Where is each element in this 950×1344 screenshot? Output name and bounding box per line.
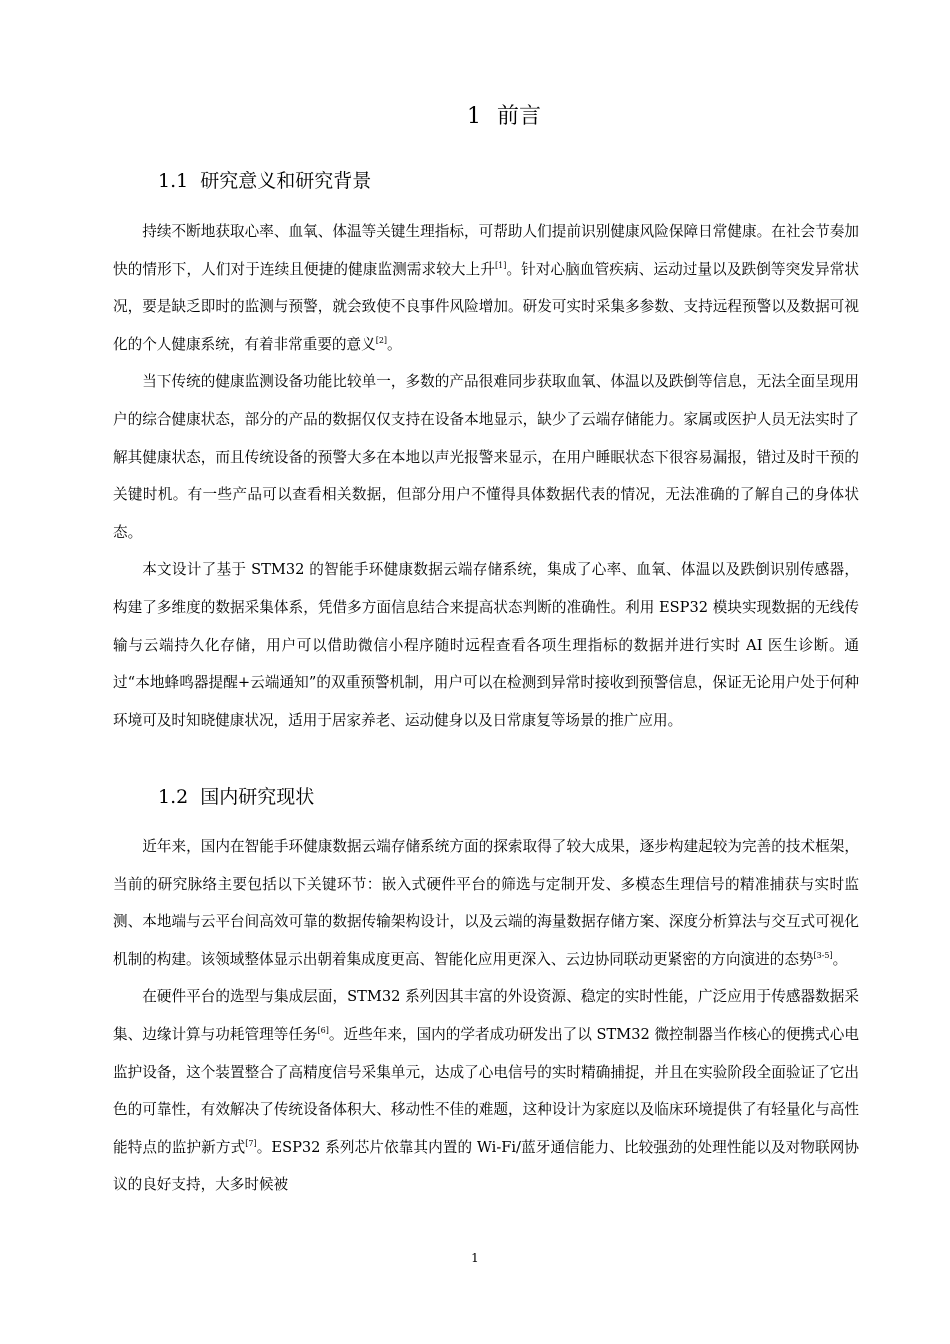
- paragraph: [113, 551, 859, 739]
- chapter-title: [0, 100, 950, 134]
- citation-marker: [3-5]: [813, 950, 833, 960]
- citation-marker: [7]: [245, 1138, 257, 1148]
- paragraph-text: 。近些年来，国内的学者成功研发出了以 STM32 微控制器当作核心的便携式心电监护设备，这个装置整合了高精度信号采集单元，达成了心电信号的实时精确捕捉，并且在实验阶段全面验证了它出色的可靠性，有效解决了传统设备体积大、移动性不佳的难题，这种设计为家庭以及临床环境提供了有轻量化与高性能特点的监护新方式: [113, 1025, 859, 1156]
- paragraph: [113, 363, 859, 551]
- paragraph-text: 近年来，国内在智能手环健康数据云端存储系统方面的探索取得了较大成果，逐步构建起较为完善的技术框架，当前的研究脉络主要包括以下关键环节：嵌入式硬件平台的筛选与定制开发、多模态生理信号的精准捕获与实时监测、本地端与云平台间高效可靠的数据传输架构设计，以及云端的海量数据存储方案、深度分析算法与交互式可视化机制的构建。该领域整体显示出朝着集成度更高、智能化应用更深入、云边协同联动更紧密的方向演进的态势: [113, 838, 859, 968]
- section-title-text: 研究意义和研究背景: [200, 170, 372, 192]
- page-number: 1: [471, 1251, 479, 1265]
- section-number: 1.2: [158, 786, 189, 808]
- paragraph-text: 。: [832, 950, 848, 968]
- paragraph: [113, 978, 859, 1204]
- citation-marker: [2]: [375, 335, 388, 345]
- paragraph-text: 。: [387, 335, 402, 353]
- paragraph-text: 持续不断地获取心率、血氧、体温等关键生理指标，可帮助人们提前识别健康风险保障日常健康。在社会节奏加快的情形下，人们对于连续且便捷的健康监测需求较大上升: [113, 223, 859, 278]
- section-number: 1.1: [158, 170, 189, 192]
- paragraph-text: 。ESP32 系列芯片依靠其内置的 Wi-Fi/蓝牙通信能力、比较强劲的处理性能以及对物联网协议的良好支持，大多时候被: [113, 1138, 859, 1194]
- paragraph-text: 。针对心脑血管疾病、运动过量以及跌倒等突发异常状况，要是缺乏即时的监测与预警，就会致使不良事件风险增加。研发可实时采集多参数、支持远程预警以及数据可视化的个人健康系统，有着非常重要的意义: [113, 260, 859, 353]
- chapter-title-text: 前言: [496, 104, 541, 129]
- section-title-text: 国内研究现状: [200, 786, 315, 808]
- citation-marker: [1]: [495, 260, 507, 270]
- paragraph-text: 本文设计了基于 STM32 的智能手环健康数据云端存储系统，集成了心率、血氧、体温以及跌倒识别传感器，构建了多维度的数据采集体系，凭借多方面信息结合来提高状态判断的准确性。利用 ESP32 模块实现数据的无线传输与云端持久化存储，用户可以借助微信小程序随时远程查看各项生理指标的数据并进行实时 AI 医生诊断。通过“本地蜂鸣器提醒+云端通知”的双重预警机制，用户可以在检测到异常时接收到预警信息，保证无论用户处于何种环境可及时知晓健康状况，适用于居家养老、运动健身以及日常康复等场景的推广应用。: [113, 561, 859, 729]
- paragraph: [113, 828, 859, 978]
- section-body-1-2: [113, 828, 859, 1204]
- section-title-1-2: [158, 782, 314, 812]
- paragraph-text: 当下传统的健康监测设备功能比较单一，多数的产品很难同步获取血氧、体温以及跌倒等信息，无法全面呈现用户的综合健康状态，部分的产品的数据仅仅支持在设备本地显示，缺少了云端存储能力。家属或医护人员无法实时了解其健康状态，而且传统设备的预警大多在本地以声光报警来显示，在用户睡眠状态下很容易漏报，错过及时干预的关键时机。有一些产品可以查看相关数据，但部分用户不懂得具体数据代表的情况，无法准确的了解自己的身体状态。: [113, 373, 859, 541]
- paragraph-text: 在硬件平台的选型与集成层面，STM32 系列因其丰富的外设资源、稳定的实时性能，广泛应用于传感器数据采集、边缘计算与功耗管理等任务: [113, 988, 859, 1043]
- chapter-number: 1: [466, 104, 481, 129]
- section-title-1-1: [158, 166, 371, 196]
- paragraph: [113, 213, 859, 363]
- section-body-1-1: [113, 213, 859, 739]
- citation-marker: [6]: [317, 1025, 329, 1035]
